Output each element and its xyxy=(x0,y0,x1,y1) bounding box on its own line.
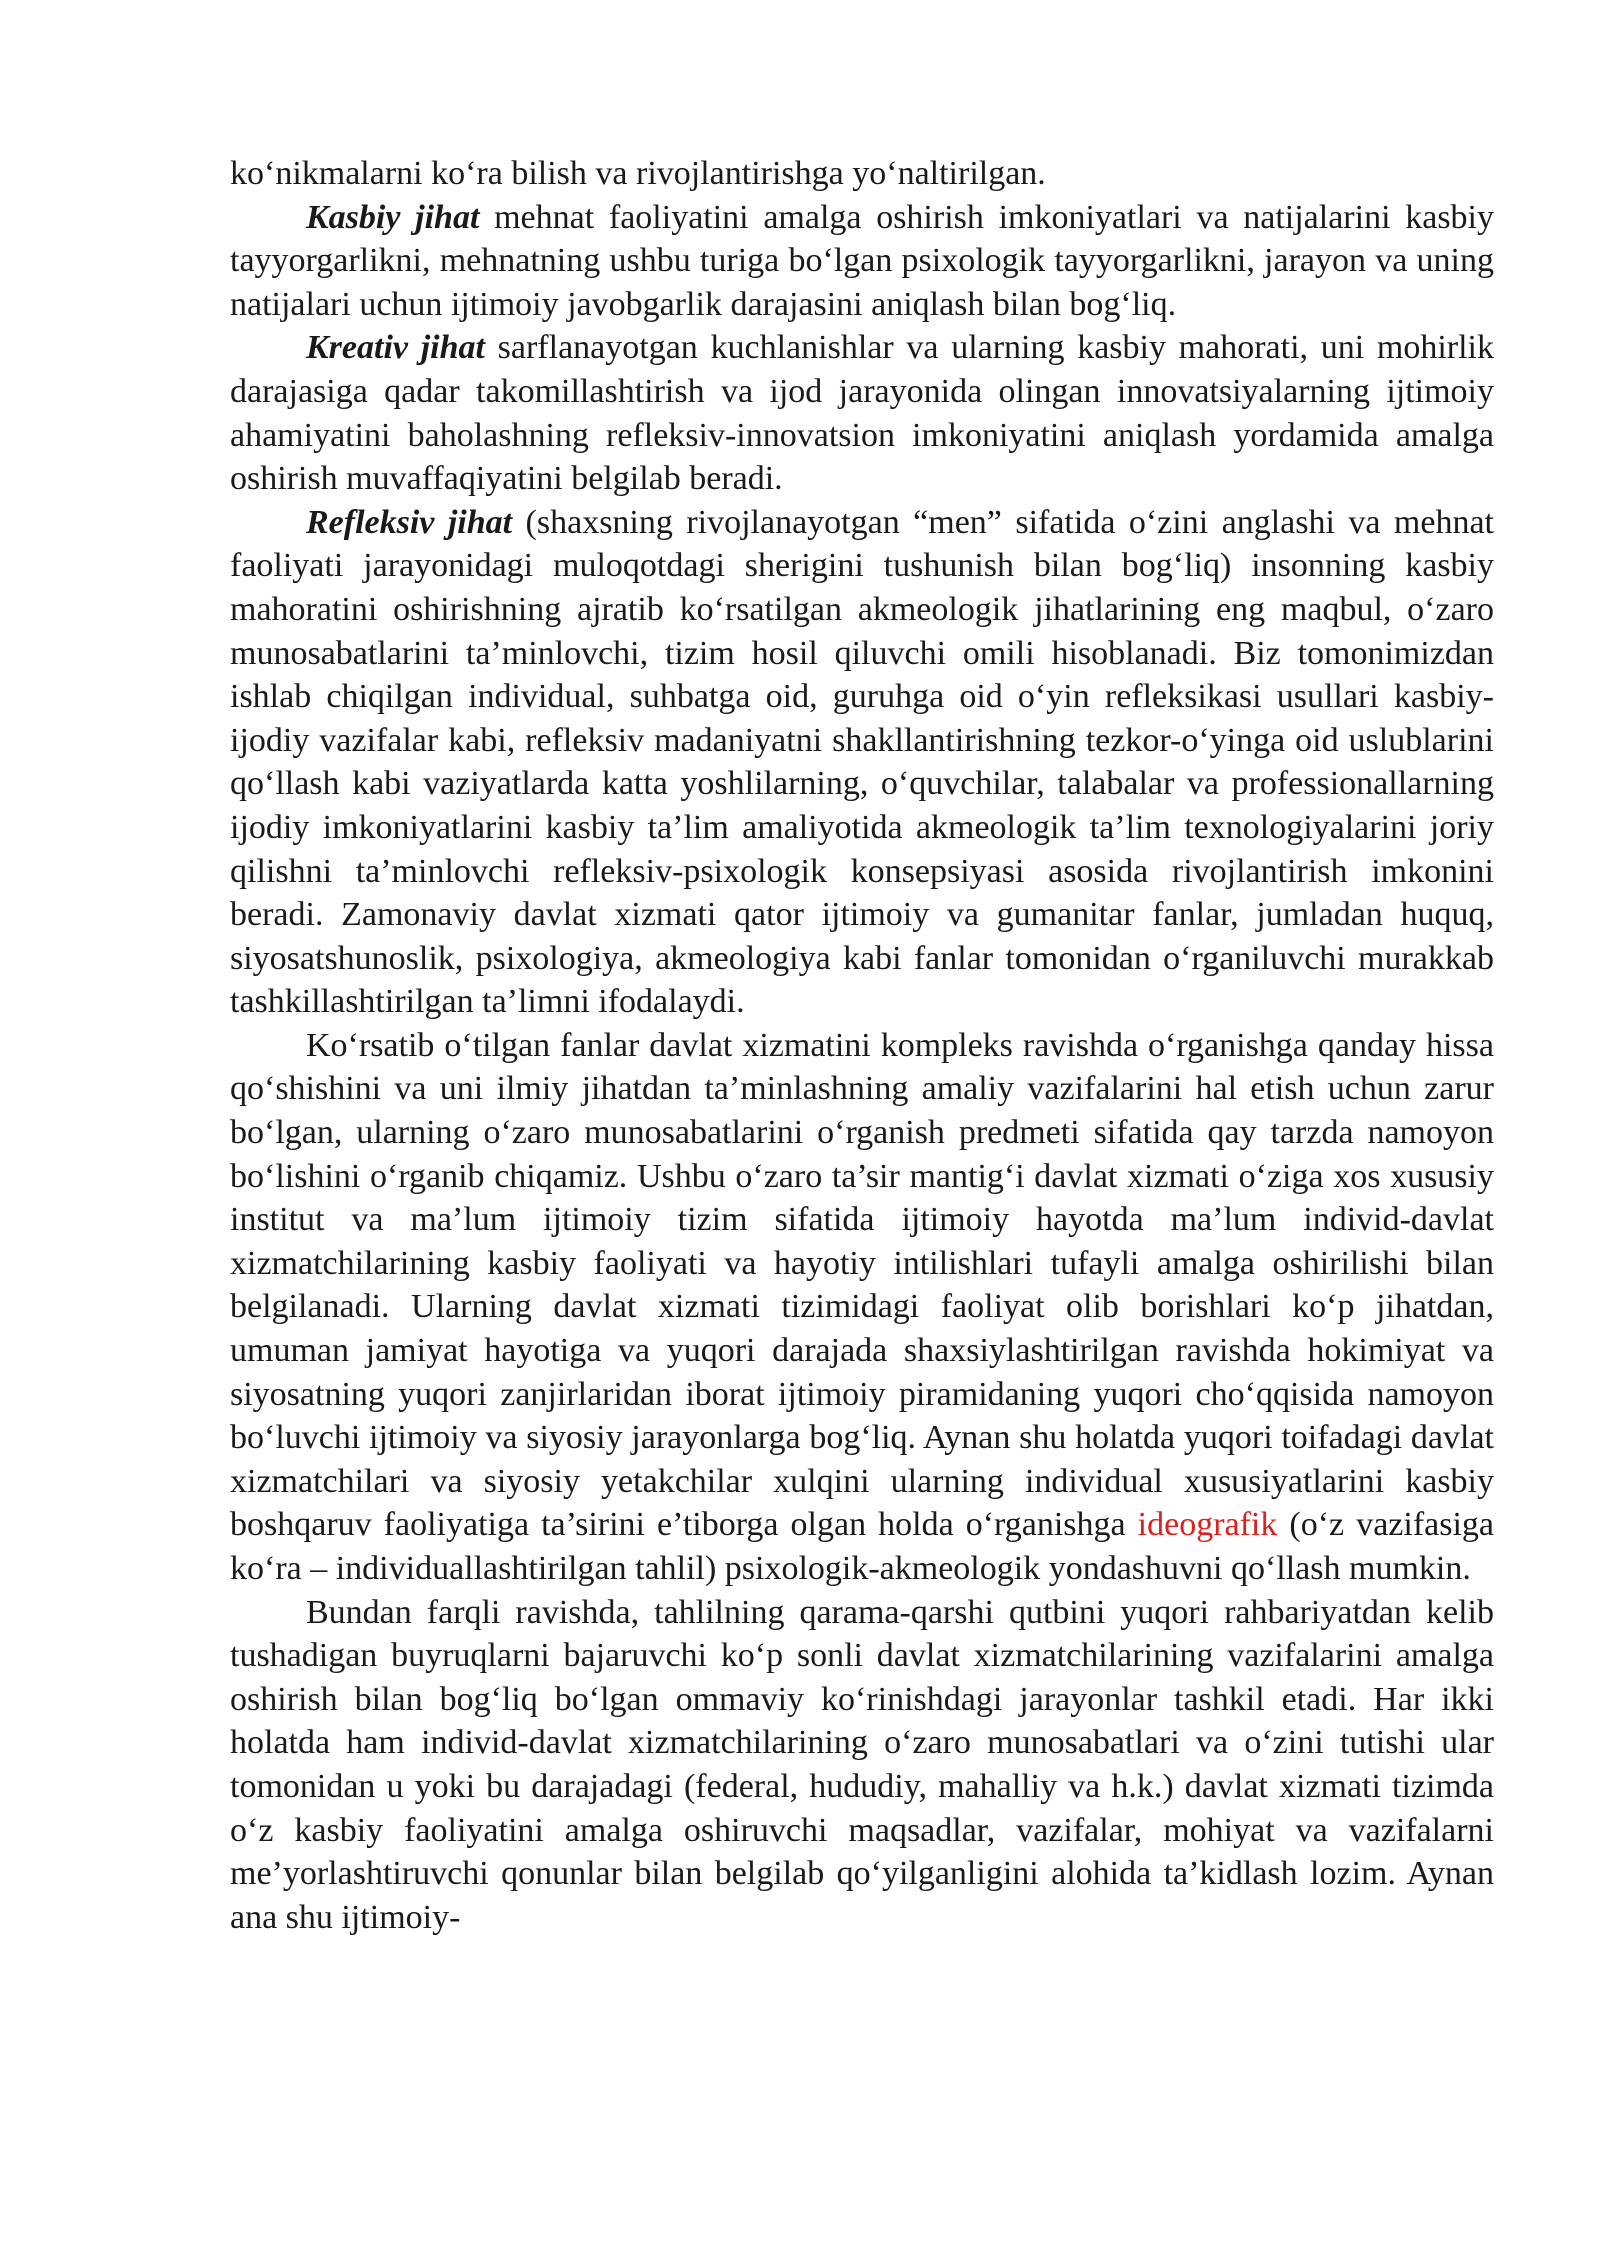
document-page xyxy=(230,152,1494,1939)
paragraph-refleksiv-jihat-text: (shaxsning rivojlanayotgan “men” sifatida o‘zini anglashi va mehnat faoliyati jarayonidagi muloqotdagi sherigini tushunish bilan bog‘liq) insonning kasbiy mahoratini oshirishning ajratib ko‘rsatilgan akmeologik jihatlarining eng maqbul, o‘zaro munosabatlarini ta’minlovchi, tizim hosil qiluvchi omili hisoblanadi. Biz tomonimizdan ishlab chiqilgan individual, suhbatga oid, guruhga oid o‘yin refleksikasi usullari kasbiy-ijodiy vazifalar kabi, refleksiv madaniyatni shakllantirishning tezkor-o‘yinga oid uslublarini qo‘llash kabi vaziyatlarda katta yoshlilarning, o‘quvchilar, talabalar va professionallarning ijodiy imkoniyatlarini kasbiy ta’lim amaliyotida akmeologik ta’lim texnologiyalarini joriy qilishni ta’minlovchi refleksiv-psixologik konsepsiyasi asosida rivojlantirish imkonini beradi. Zamonaviy davlat xizmati qator ijtimoiy va gumanitar fanlar, jumladan huquq, siyosatshunoslik, psixologiya, akmeologiya kabi fanlar tomonidan o‘rganiluvchi murakkab tashkillashtirilgan ta’limni ifodalaydi. xyxy=(230,503,1494,1021)
paragraph-fanlar-text-before: Ko‘rsatib o‘tilgan fanlar davlat xizmatini kompleks ravishda o‘rganishga qanday hissa qo‘shishini va uni ilmiy jihatdan ta’minlashning amaliy vazifalarini hal etish uchun zarur bo‘lgan, ularning o‘zaro munosabatlarini o‘rganish predmeti sifatida qay tarzda namoyon bo‘lishini o‘rganib chiqamiz. Ushbu o‘zaro ta’sir mantig‘i davlat xizmati o‘ziga xos xususiy institut va ma’lum ijtimoiy tizim sifatida ijtimoiy hayotda ma’lum individ-davlat xizmatchilarining kasbiy faoliyati va hayotiy intilishlari tufayli amalga oshirilishi bilan belgilanadi. Ularning davlat xizmati tizimidagi faoliyat olib borishlari ko‘p jihatdan, umuman jamiyat hayotiga va yuqori darajada shaxsiylashtirilgan ravishda hokimiyat va siyosatning yuqori zanjirlaridan iborat ijtimoiy piramidaning yuqori cho‘qqisida namoyon bo‘luvchi ijtimoiy va siyosiy jarayonlarga bog‘liq. Aynan shu holatda yuqori toifadagi davlat xizmatchilari va siyosiy yetakchilar xulqini ularning individual xususiyatlarini kasbiy boshqaruv faoliyatiga ta’sirini e’tiborga olgan holda o‘rganishga xyxy=(230,1026,1494,1544)
paragraph-refleksiv-jihat xyxy=(230,501,1494,1024)
term-refleksiv-jihat: Refleksiv jihat xyxy=(306,503,513,541)
paragraph-0-text: ko‘nikmalarni ko‘ra bilish va rivojlantirishga yo‘naltirilgan. xyxy=(230,155,1046,192)
paragraph-bundan-farqli-text: Bundan farqli ravishda, tahlilning qarama-qarshi qutbini yuqori rahbariyatdan kelib tushadigan buyruqlarni bajaruvchi ko‘p sonli davlat xizmatchilarining vazifalarini amalga oshirish bilan bog‘liq bo‘lgan ommaviy ko‘rinishdagi jarayonlar tashkil etadi. Har ikki holatda ham individ-davlat xizmatchilarining o‘zaro munosabatlari va o‘zini tutishi ular tomonidan u yoki bu darajadagi (federal, hududiy, mahalliy va h.k.) davlat xizmati tizimda o‘z kasbiy faoliyatini amalga oshiruvchi maqsadlar, vazifalar, mohiyat va vazifalarni me’yorlashtiruvchi qonunlar bilan belgilab qo‘yilganligini alohida ta’kidlash lozim. Aynan ana shu ijtimoiy- xyxy=(230,1593,1494,1936)
paragraph-fanlar-text-after: (o‘z vazifasiga ko‘ra – individuallashtirilgan tahlil) psixologik-akmeologik yondashuvni qo‘llash mumkin. xyxy=(230,1506,1495,1587)
paragraph-kreativ-jihat-text: sarflanayotgan kuchlanishlar va ularning kasbiy mahorati, uni mohirlik darajasiga qadar takomillashtirish va ijod jarayonida olingan innovatsiyalarning ijtimoiy ahamiyatini baholashning refleksiv-innovatsion imkoniyatini aniqlash yordamida amalga oshirish muvaffaqiyatini belgilab beradi. xyxy=(230,329,1495,498)
term-kasbiy-jihat: Kasbiy jihat xyxy=(306,198,480,236)
paragraph-0 xyxy=(230,152,1494,196)
paragraph-kasbiy-jihat xyxy=(230,196,1494,327)
paragraph-kreativ-jihat xyxy=(230,326,1494,500)
paragraph-kasbiy-jihat-text: mehnat faoliyatini amalga oshirish imkoniyatlari va natijalarini kasbiy tayyorgarlikni, mehnatning ushbu turiga bo‘lgan psixologik tayyorgarlikni, jarayon va uning natijalari uchun ijtimoiy javobgarlik darajasini aniqlash bilan bog‘liq. xyxy=(230,198,1494,323)
paragraph-fanlar xyxy=(230,1024,1494,1591)
paragraph-bundan-farqli xyxy=(230,1591,1494,1940)
highlighted-word-ideografik: ideografik xyxy=(1137,1506,1278,1544)
term-kreativ-jihat: Kreativ jihat xyxy=(306,329,485,367)
